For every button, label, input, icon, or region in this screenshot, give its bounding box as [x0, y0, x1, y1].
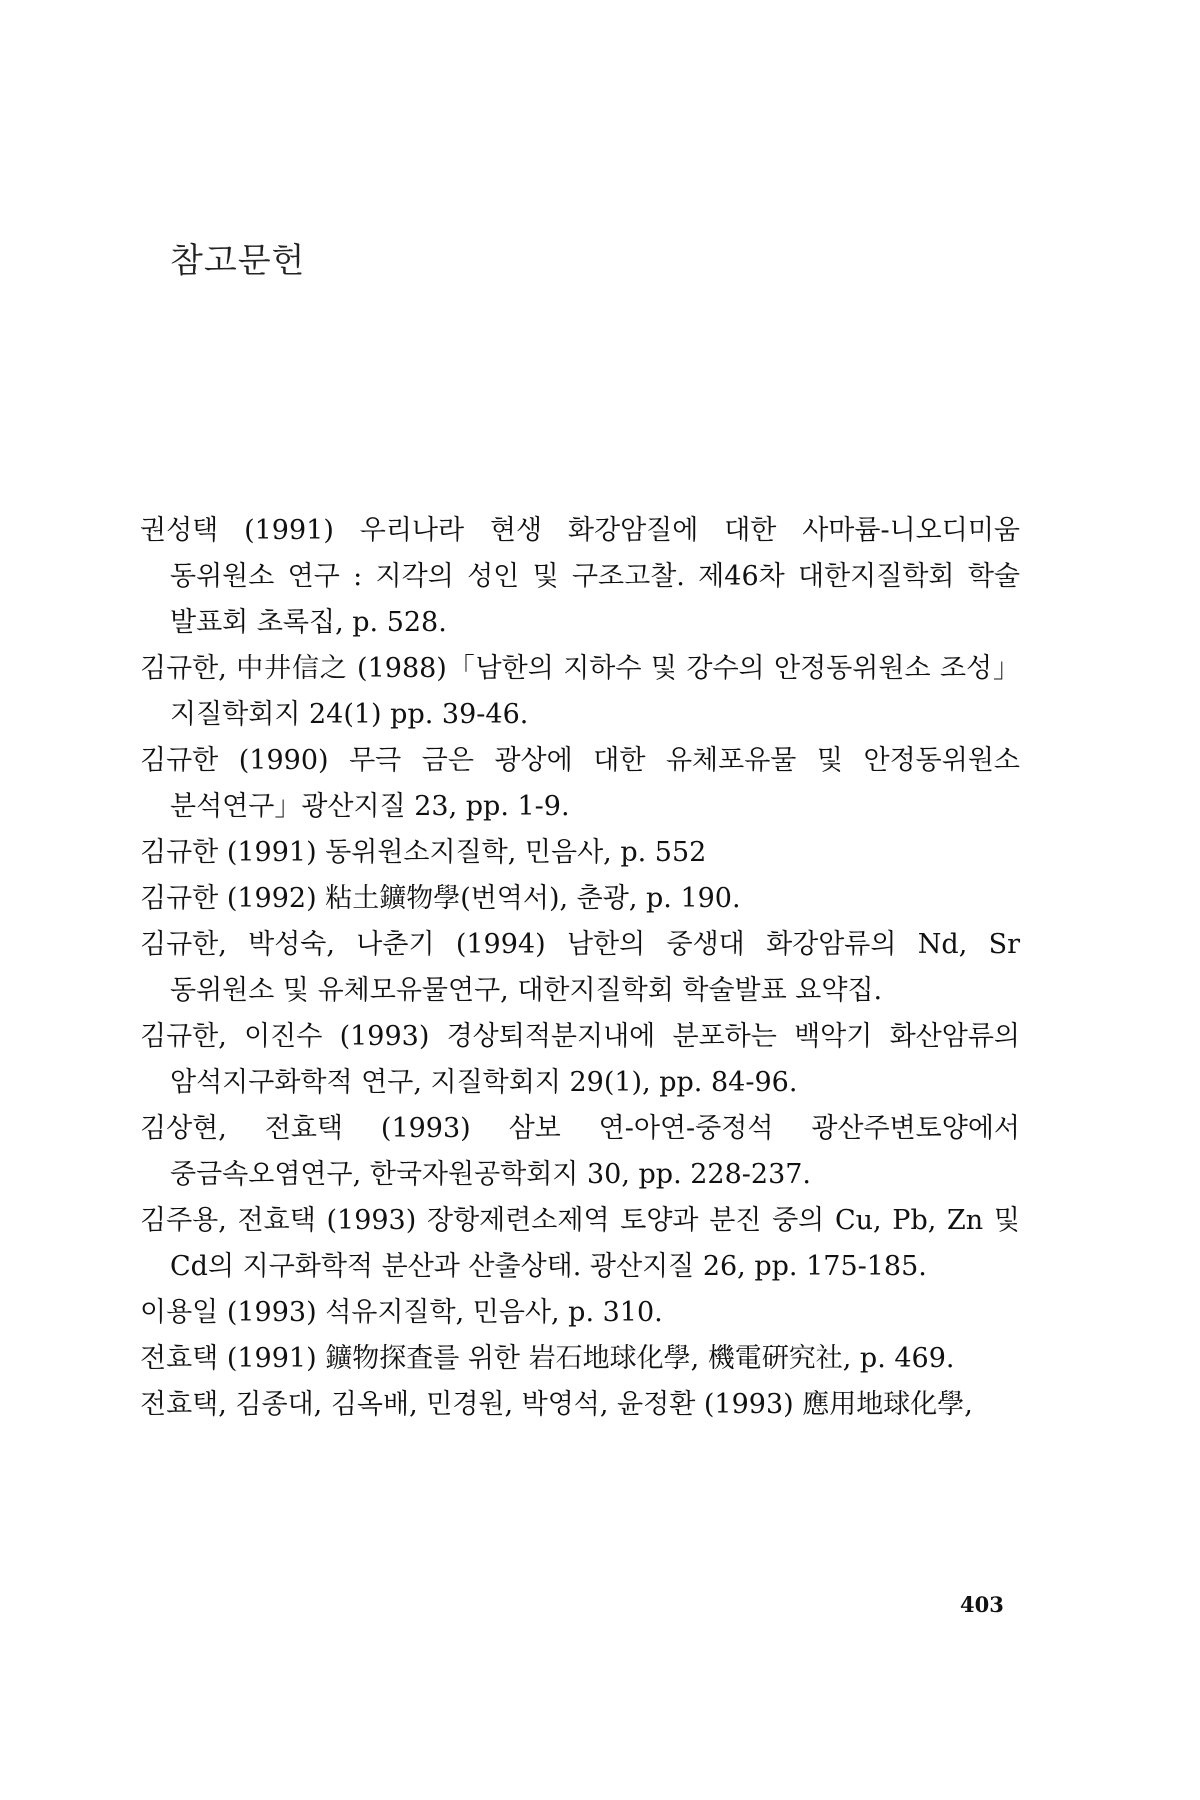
reference-entry: 김주용, 전효택 (1993) 장항제련소제역 토양과 분진 중의 Cu, Pb, Zn 및 Cd의 지구화학적 분산과 산출상태. 광산지질 26, pp. 175-185.	[140, 1205, 1020, 1282]
reference-entry: 김규한, 中井信之 (1988)「남한의 지하수 및 강수의 안정동위원소 조성」지질학회지 24(1) pp. 39-46.	[140, 653, 1020, 730]
reference-entry: 김상현, 전효택 (1993) 삼보 연-아연-중정석 광산주변토양에서 중금속오염연구, 한국자원공학회지 30, pp. 228-237.	[140, 1113, 1020, 1190]
reference-entry: 김규한 (1992) 粘土鑛物學(번역서), 춘광, p. 190.	[140, 883, 741, 914]
reference-list	[140, 508, 1020, 1428]
reference-entry: 전효택 (1991) 鑛物探査를 위한 岩石地球化學, 機電硏究社, p. 469.	[140, 1343, 955, 1374]
reference-entry: 권성택 (1991) 우리나라 현생 화강암질에 대한 사마륨-니오디미움 동위원소 연구 : 지각의 성인 및 구조고찰. 제46차 대한지질학회 학술 발표회 초록집, p. 528.	[140, 515, 1020, 638]
reference-entry: 김규한, 박성숙, 나춘기 (1994) 남한의 중생대 화강암류의 Nd, Sr 동위원소 및 유체모유물연구, 대한지질학회 학술발표 요약집.	[140, 929, 1020, 1006]
reference-entry: 김규한 (1991) 동위원소지질학, 민음사, p. 552	[140, 837, 707, 868]
reference-entry: 김규한 (1990) 무극 금은 광상에 대한 유체포유물 및 안정동위원소 분석연구」광산지질 23, pp. 1-9.	[140, 745, 1020, 822]
page-title: 참고문헌	[170, 240, 306, 281]
reference-entry: 김규한, 이진수 (1993) 경상퇴적분지내에 분포하는 백악기 화산암류의 암석지구화학적 연구, 지질학회지 29(1), pp. 84-96.	[140, 1021, 1020, 1098]
page-number: 403	[960, 1592, 1004, 1617]
reference-entry: 이용일 (1993) 석유지질학, 민음사, p. 310.	[140, 1297, 663, 1328]
reference-entry: 전효택, 김종대, 김옥배, 민경원, 박영석, 윤정환 (1993) 應用地球化學,	[140, 1389, 973, 1420]
